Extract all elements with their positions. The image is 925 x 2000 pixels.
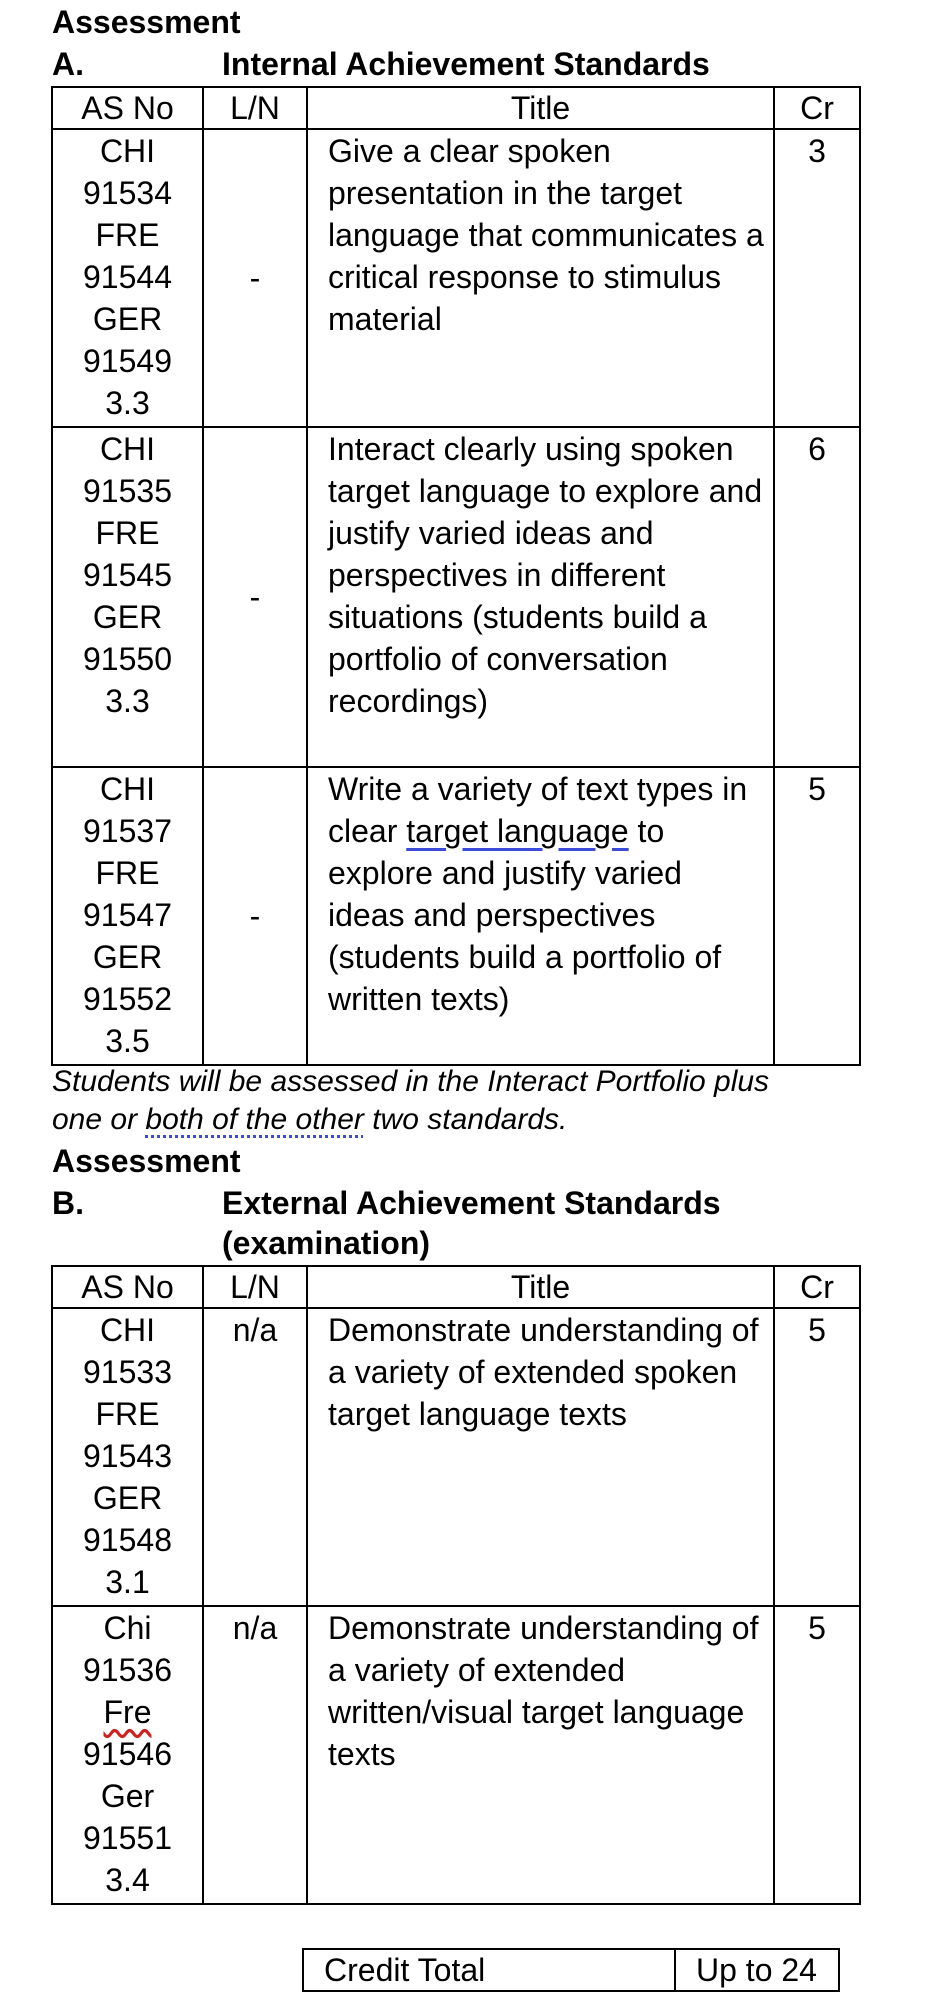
internal-standards-table (51, 86, 861, 1066)
section-a-letter: A. (52, 46, 84, 82)
as-code: 91533 (83, 1354, 172, 1390)
as-code: 91549 (83, 343, 172, 379)
as-code: 91537 (83, 813, 172, 849)
as-code: GER (92, 301, 163, 337)
title-cell: Demonstrate understanding of a variety of extended written/visual target language texts (307, 1606, 774, 1904)
column-header-ln: L/N (203, 1266, 307, 1308)
column-header-as-no: AS No (52, 1266, 203, 1308)
as-code: Chi (103, 1610, 152, 1646)
as-code: 3.4 (105, 1862, 150, 1898)
as-code: GER (92, 599, 163, 635)
table-header-row (52, 1266, 860, 1308)
section-a-heading: Assessment (52, 4, 241, 40)
ln-cell: - (203, 427, 307, 767)
credits-cell: 6 (774, 427, 860, 767)
as-code: 91548 (83, 1522, 172, 1558)
as-code: FRE (95, 515, 160, 551)
title-text: to explore and justify varied ideas and perspectives (students build a portfolio of written texts) (328, 813, 722, 1017)
ln-cell: - (203, 129, 307, 427)
ln-cell: - (203, 767, 307, 1065)
as-code: 91534 (83, 175, 172, 211)
column-header-as-no: AS No (52, 87, 203, 129)
as-code: CHI (99, 1312, 156, 1348)
as-number-cell (52, 129, 203, 427)
as-code: 91543 (83, 1438, 172, 1474)
section-b-heading: Assessment (52, 1143, 241, 1179)
as-code: 91552 (83, 981, 172, 1017)
title-cell: Demonstrate understanding of a variety of extended spoken target language texts (307, 1308, 774, 1606)
credits-cell: 3 (774, 129, 860, 427)
as-code: 91546 (83, 1736, 172, 1772)
as-code: 3.3 (105, 385, 150, 421)
credit-total-value: Up to 24 (675, 1949, 839, 1991)
as-code: Ger (100, 1778, 155, 1814)
credit-total-label: Credit Total (303, 1949, 675, 1991)
as-code: Fre (103, 1694, 152, 1730)
as-code: 91550 (83, 641, 172, 677)
note-text: Students will be assessed in the Interact Portfolio plus one or (52, 1065, 770, 1136)
column-header-title: Title (307, 87, 774, 129)
as-code: CHI (99, 771, 156, 807)
as-number-cell (52, 1606, 203, 1904)
as-code: FRE (95, 217, 160, 253)
ln-cell: n/a (203, 1308, 307, 1606)
as-code: 91545 (83, 557, 172, 593)
as-code: CHI (99, 133, 156, 169)
as-code: GER (92, 1480, 163, 1516)
column-header-ln: L/N (203, 87, 307, 129)
table-row (52, 1606, 860, 1904)
section-b-letter: B. (52, 1185, 84, 1221)
as-number-cell (52, 1308, 203, 1606)
table-row (52, 1308, 860, 1606)
grammar-flagged-text: target language (406, 813, 629, 849)
ln-cell: n/a (203, 1606, 307, 1904)
table-row (52, 427, 860, 767)
as-code: 3.1 (105, 1564, 150, 1600)
column-header-title: Title (307, 1266, 774, 1308)
note-text: two standards. (363, 1103, 568, 1136)
column-header-cr: Cr (774, 1266, 860, 1308)
as-code: 91551 (83, 1820, 172, 1856)
as-code: 91535 (83, 473, 172, 509)
assessment-note (52, 1063, 812, 1139)
as-code: 91536 (83, 1652, 172, 1688)
as-code: FRE (95, 1396, 160, 1432)
as-code: 91544 (83, 259, 172, 295)
table-row (303, 1949, 839, 1991)
as-code: 91547 (83, 897, 172, 933)
external-standards-table (51, 1265, 861, 1905)
as-number-cell (52, 767, 203, 1065)
credit-total-table (302, 1948, 840, 1992)
as-code: 3.3 (105, 683, 150, 719)
as-code: GER (92, 939, 163, 975)
table-header-row (52, 87, 860, 129)
credits-cell: 5 (774, 1606, 860, 1904)
section-a-title: Internal Achievement Standards (222, 46, 710, 82)
as-code: 3.5 (105, 1023, 150, 1059)
as-code: CHI (99, 431, 156, 467)
credits-cell: 5 (774, 767, 860, 1065)
table-row (52, 129, 860, 427)
title-text: Write a variety of text types in clear (328, 771, 748, 849)
as-code: FRE (95, 855, 160, 891)
title-cell: Give a clear spoken presentation in the target language that communicates a critical response to stimulus material (307, 129, 774, 427)
credits-cell: 5 (774, 1308, 860, 1606)
title-cell: Interact clearly using spoken target language to explore and justify varied ideas and perspectives in different situations (students build a portfolio of conversation recordings) (307, 427, 774, 767)
table-row (52, 767, 860, 1065)
title-cell (307, 767, 774, 1065)
section-b-title: External Achievement Standards (examination) (222, 1185, 721, 1261)
column-header-cr: Cr (774, 87, 860, 129)
grammar-flagged-text: both of the other (145, 1103, 364, 1136)
as-number-cell (52, 427, 203, 767)
